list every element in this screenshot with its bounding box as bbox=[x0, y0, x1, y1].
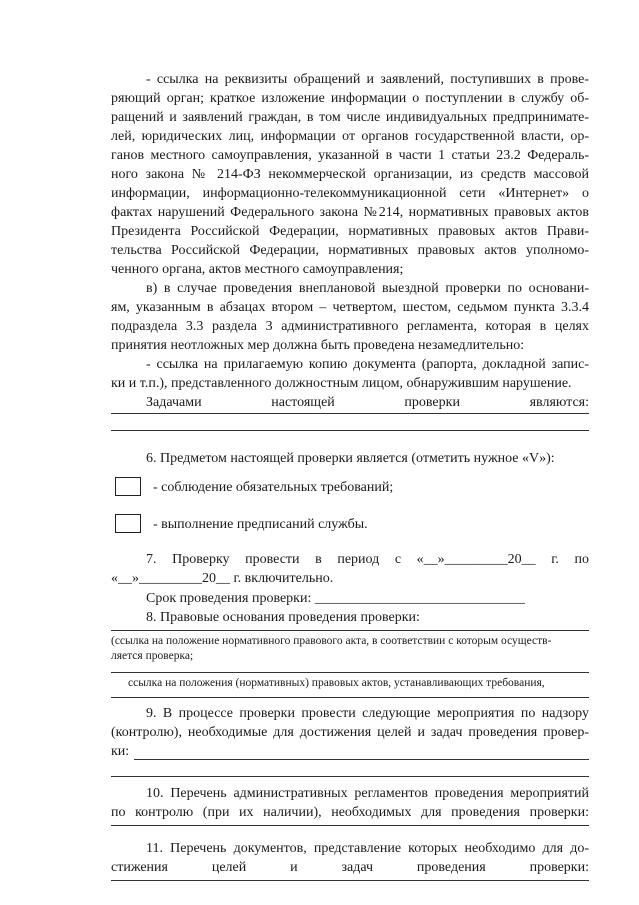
item-8-heading: 8. Правовые основания проведения проверки: bbox=[146, 610, 420, 625]
fill-line bbox=[111, 776, 589, 777]
option-orders-label: - выполнение предписаний службы. bbox=[153, 517, 368, 532]
text-line: Президента Российской Федерации, нормативных правовых актов Прави- bbox=[111, 224, 589, 239]
checkbox-orders[interactable] bbox=[115, 514, 141, 533]
fill-line bbox=[111, 825, 589, 826]
item-11-heading: 11. Перечень документов, представление которых необходимо для до- bbox=[146, 841, 589, 856]
checkbox-compliance[interactable] bbox=[115, 477, 141, 496]
item-6-heading: 6. Предметом настоящей проверки является (отметить нужное «V»): bbox=[146, 451, 555, 466]
item-7-period: 7. Проверку провести в период с «__»_________20__ г. по bbox=[146, 552, 589, 567]
text-line: фактах нарушений Федерального закона №214, нормативных правовых актов bbox=[111, 205, 589, 220]
text-line: по контролю (при их наличии), необходимых для проведения проверки: bbox=[111, 805, 589, 820]
text-line: тельства Российской Федерации, нормативных правовых актов уполномо- bbox=[111, 243, 589, 258]
fill-line bbox=[111, 880, 589, 881]
text-line: в) в случае проведения внеплановой выездной проверки по основани- bbox=[146, 281, 589, 296]
text-line: принятия неотложных мер должна быть проведена незамедлительно: bbox=[111, 338, 525, 353]
text-line: ки и т.п.), представленного должностным лицом, обнаружившим нарушение. bbox=[111, 376, 572, 391]
text-line: (контролю), необходимые для достижения целей и задач проведения провер- bbox=[111, 725, 589, 740]
option-compliance-label: - соблюдение обязательных требований; bbox=[153, 480, 394, 495]
text-line: стижения целей и задач проведения проверки: bbox=[111, 860, 589, 875]
item-7-period-end: «__»_________20__ г. включительно. bbox=[111, 571, 334, 586]
text-line: ки: bbox=[111, 744, 130, 759]
note-line: ляется проверка; bbox=[111, 650, 194, 662]
text-line: информации, информационно-телекоммуникационной сети «Интернет» о bbox=[111, 186, 589, 201]
tasks-heading: Задачами настоящей проверки являются: bbox=[146, 395, 589, 410]
text-line: ганов местного самоуправления, указанной в части 1 статьи 23.2 Федераль- bbox=[111, 148, 589, 163]
item-9-heading: 9. В процессе проверки провести следующие мероприятия по надзору bbox=[146, 706, 589, 721]
text-line: ченного органа, актов местного самоуправления; bbox=[111, 262, 404, 277]
fill-line bbox=[134, 759, 589, 760]
fill-line bbox=[111, 430, 589, 431]
note-line: ссылка на положения (нормативных) правовых актов, устанавливающих требования, bbox=[128, 677, 545, 689]
text-line: подраздела 3.3 раздела 3 административного регламента, которая в целях bbox=[111, 319, 589, 334]
fill-line bbox=[111, 413, 589, 414]
text-line: ращений и заявлений граждан, в том числе индивидуальных предпринимате- bbox=[111, 110, 589, 125]
text-line: - ссылка на прилагаемую копию документа (рапорта, докладной запис- bbox=[146, 357, 589, 372]
inspection-duration: Срок проведения проверки: ______________________________ bbox=[146, 591, 525, 606]
text-line: лей, юридических лиц, информации от органов государственной власти, ор- bbox=[111, 129, 589, 144]
item-10-heading: 10. Перечень административных регламентов проведения мероприятий bbox=[146, 786, 589, 801]
text-line: ряющий орган; краткое изложение информации о поступлении в службу об- bbox=[111, 91, 589, 106]
text-line: ного закона № 214-ФЗ некоммерческой организации, из средств массовой bbox=[111, 167, 589, 182]
fill-line bbox=[111, 672, 589, 673]
text-line: - ссылка на реквизиты обращений и заявлений, поступивших в прове- bbox=[146, 72, 589, 87]
fill-line bbox=[111, 697, 589, 698]
text-line: ям, указанным в абзацах втором – четвертом, шестом, седьмом пункта 3.3.4 bbox=[111, 300, 589, 315]
note-line: (ссылка на положение нормативного правового акта, в соответствии с которым осуществ- bbox=[111, 635, 552, 647]
fill-line bbox=[111, 630, 589, 631]
